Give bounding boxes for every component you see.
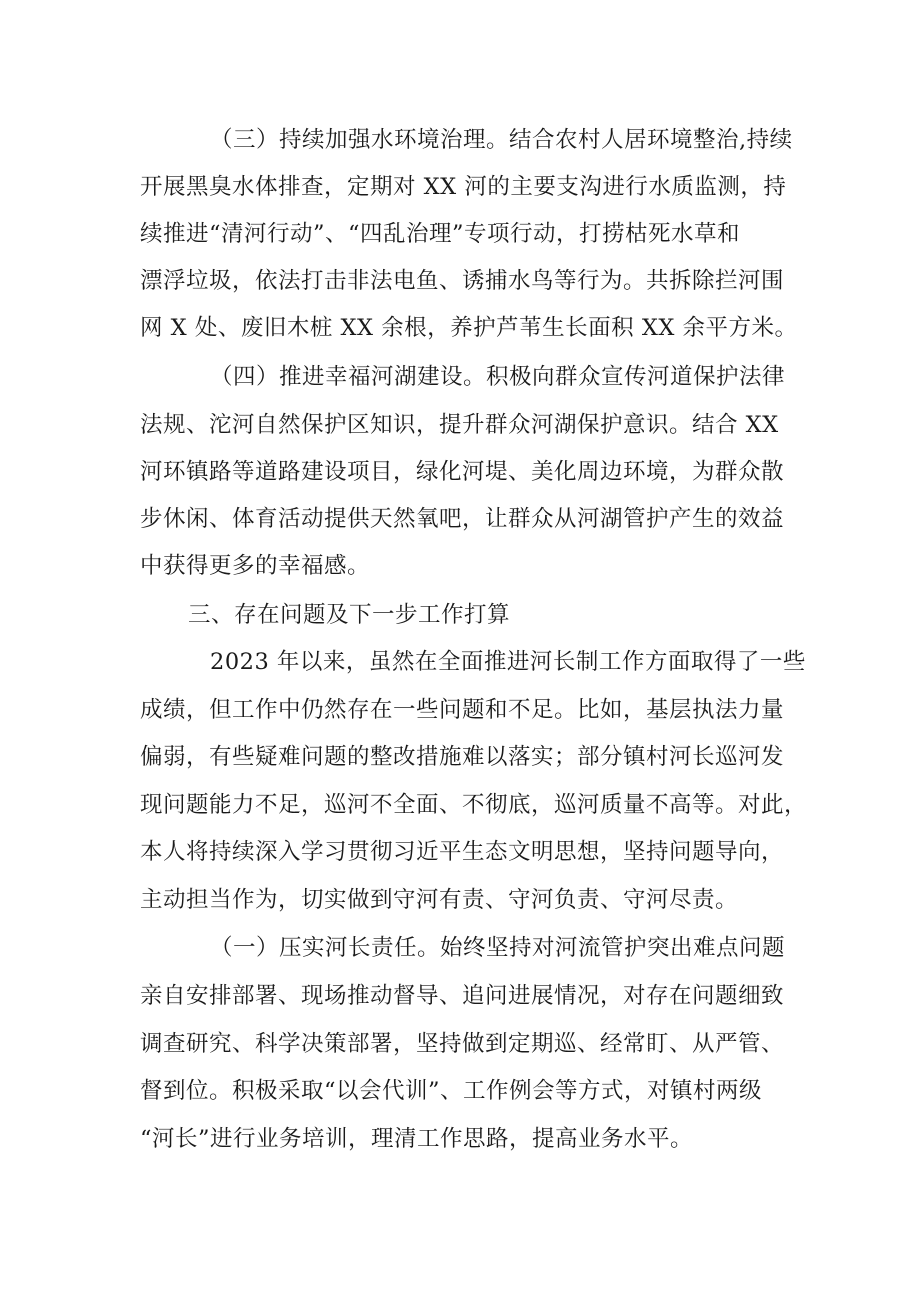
text-line-2: 开展黑臭水体排查，定期对 XX 河的主要支沟进行水质监测，持 — [140, 174, 787, 200]
text-line-12: 2023 年以来，虽然在全面推进河长制工作方面取得了一些 — [210, 649, 806, 675]
text-line-5: 网 X 处、废旧木桩 XX 余根，养护芦苇生长面积 XX 余平方米。 — [140, 315, 798, 341]
section-heading: 三、存在问题及下一步工作打算 — [188, 602, 511, 628]
text-line-16: 本人将持续深入学习贯彻习近平生态文明思想，坚持问题导向， — [140, 839, 785, 865]
text-line-13: 成绩，但工作中仍然存在一些问题和不足。比如，基层执法力量 — [140, 697, 785, 723]
text-line-1: （三）持续加强水环境治理。结合农村人居环境整治,持续 — [210, 127, 793, 153]
text-line-6: （四）推进幸福河湖建设。积极向群众宣传河道保护法律 — [210, 364, 786, 390]
text-line-14: 偏弱，有些疑难问题的整改措施难以落实；部分镇村河长巡河发 — [140, 744, 785, 770]
text-line-21: 督到位。积极采取“以会代训”、工作例会等方式，对镇村两级 — [140, 1078, 763, 1104]
text-line-15: 现问题能力不足，巡河不全面、不彻底，巡河质量不高等。对此， — [140, 792, 808, 818]
text-line-8: 河环镇路等道路建设项目，绿化河堤、美化周边环境，为群众散 — [140, 459, 785, 485]
text-line-10: 中获得更多的幸福感。 — [140, 553, 371, 579]
text-line-20: 调查研究、科学决策部署，坚持做到定期巡、经常盯、从严管、 — [140, 1031, 785, 1057]
text-line-7: 法规、沱河自然保护区知识，提升群众河湖保护意识。结合 XX — [140, 412, 779, 438]
text-line-3: 续推进“清河行动”、“四乱治理”专项行动，打捞枯死水草和 — [140, 221, 741, 247]
text-line-9: 步休闲、体育活动提供天然氧吧，让群众从河湖管护产生的效益 — [140, 506, 785, 532]
text-line-17: 主动担当作为，切实做到守河有责、守河负责、守河尽责。 — [140, 887, 739, 913]
text-line-22: “河长”进行业务培训，理清工作思路，提高业务水平。 — [140, 1126, 694, 1152]
text-line-4: 漂浮垃圾，依法打击非法电鱼、诱捕水鸟等行为。共拆除拦河围 — [140, 268, 785, 294]
text-line-19: 亲自安排部署、现场推动督导、追问进展情况，对存在问题细致 — [140, 983, 785, 1009]
text-line-18: （一）压实河长责任。始终坚持对河流管护突出难点问题 — [210, 935, 786, 961]
